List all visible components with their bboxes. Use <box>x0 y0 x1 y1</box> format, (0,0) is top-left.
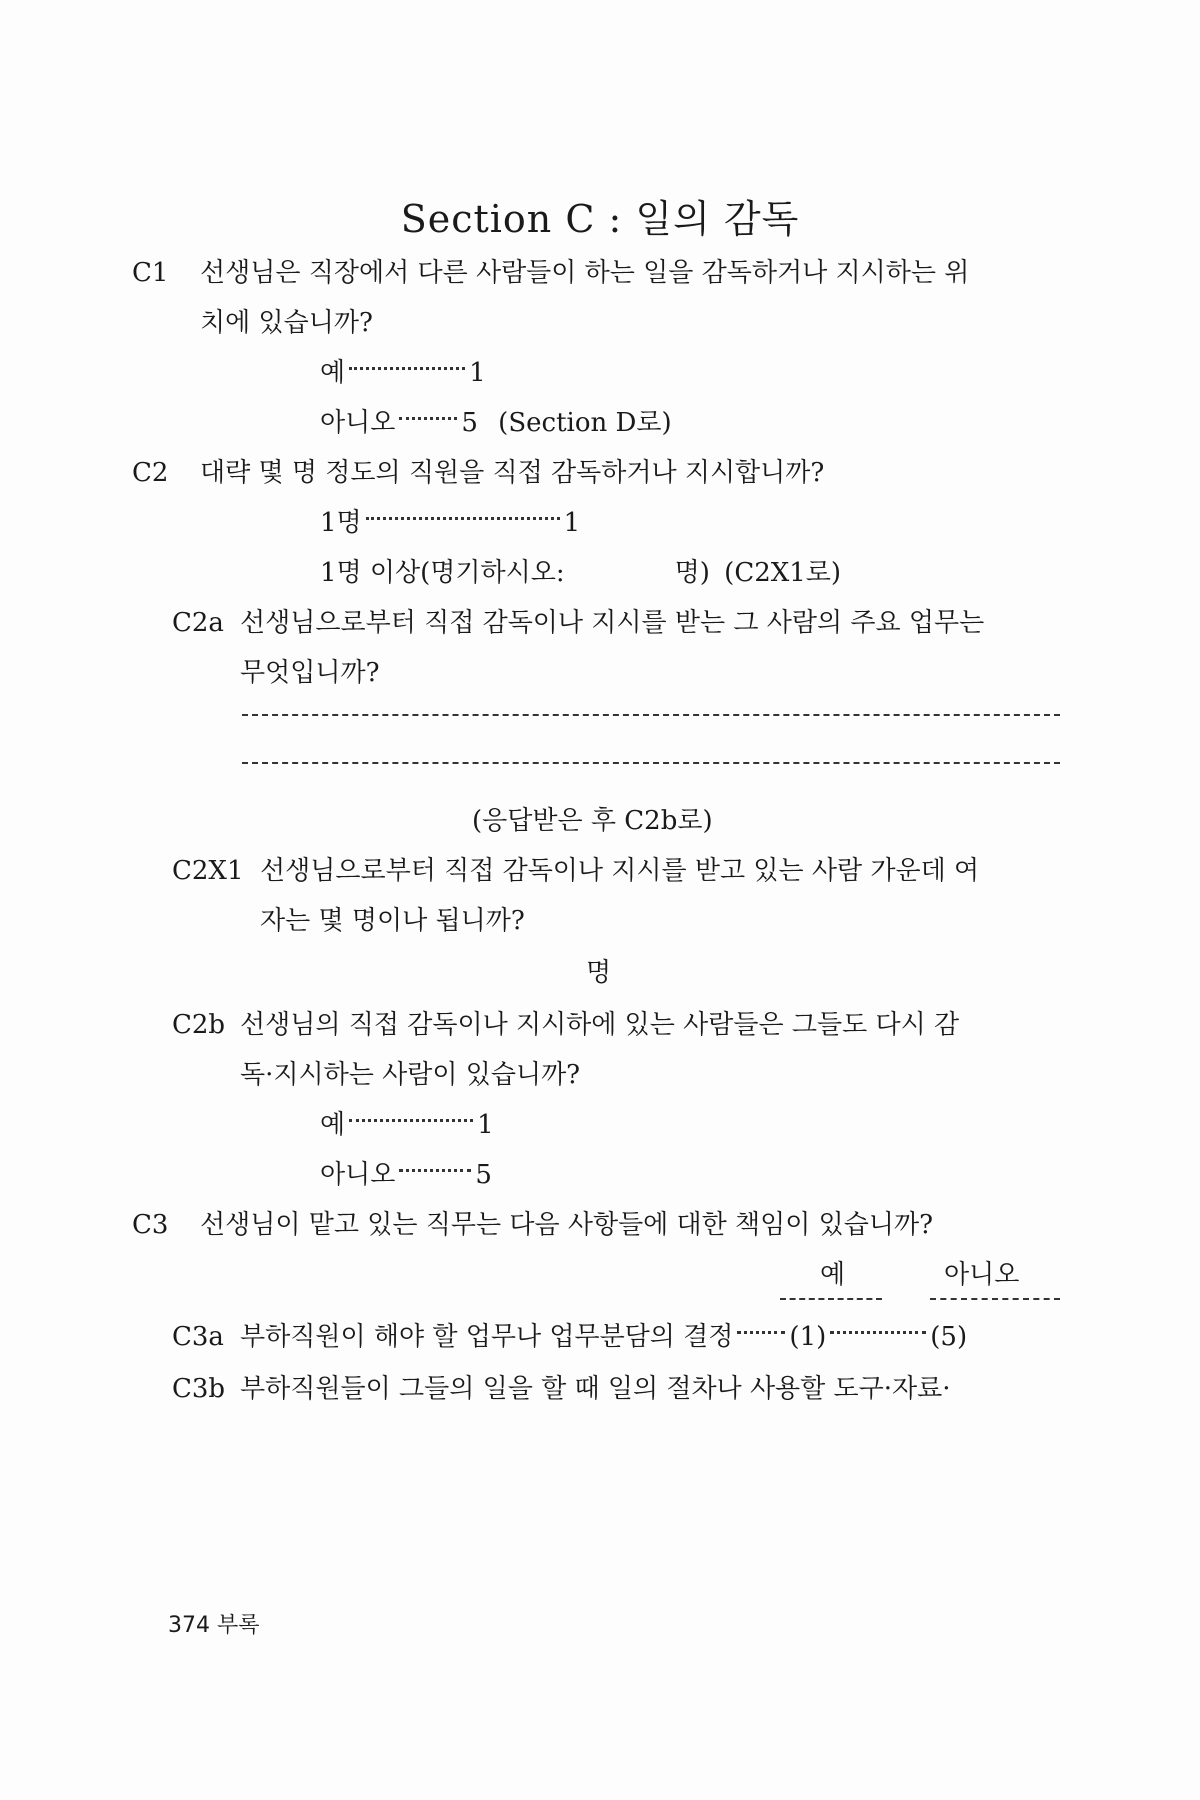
option-label: 아니오 <box>320 1160 396 1190</box>
column-header-yes: 예 <box>820 1260 846 1290</box>
option-label: 예 <box>320 1110 346 1140</box>
question-c2b <box>172 1010 959 1040</box>
question-c2x1-continued <box>260 906 525 936</box>
skip-instruction: (Section D로) <box>498 408 672 438</box>
question-id: C1 <box>132 258 169 288</box>
unit-label: 명) <box>674 558 710 588</box>
question-c2a <box>172 608 984 638</box>
question-text: 부하직원들이 그들의 일을 할 때 일의 절차나 사용할 도구·자료· <box>240 1374 951 1404</box>
question-id: C2a <box>172 608 224 638</box>
code-yes[interactable]: (1) <box>789 1322 827 1352</box>
question-id: C2b <box>172 1010 226 1040</box>
question-c1-continued <box>200 308 373 338</box>
section-title: Section C : 일의 감독 <box>400 197 800 241</box>
code-no[interactable]: (5) <box>930 1322 968 1352</box>
question-id: C3 <box>132 1210 169 1240</box>
question-text: 선생님이 맡고 있는 직무는 다음 사항들에 대한 책임이 있습니까? <box>200 1210 934 1240</box>
question-c3a <box>172 1322 967 1352</box>
question-c2b-continued <box>240 1060 580 1090</box>
leader-dots <box>366 517 560 520</box>
column-rule <box>780 1298 882 1300</box>
option-label: 예 <box>320 358 346 388</box>
question-id: C2X1 <box>172 856 244 886</box>
answer-option-yes <box>320 358 486 388</box>
question-text: 선생님의 직접 감독이나 지시하에 있는 사람들은 그들도 다시 감 <box>240 1010 960 1040</box>
question-c3b <box>172 1374 951 1404</box>
question-text: 치에 있습니까? <box>200 308 373 338</box>
option-label: 1명 이상(명기하시오: <box>320 558 565 588</box>
question-c2x1 <box>172 856 979 886</box>
leader-dots <box>399 1169 471 1172</box>
leader-dots <box>737 1331 785 1334</box>
question-text: 자는 몇 명이나 됩니까? <box>260 906 525 936</box>
question-text: 선생님은 직장에서 다른 사람들이 하는 일을 감독하거나 지시하는 위 <box>200 258 970 288</box>
page-footer: 374 부록 <box>168 1613 260 1638</box>
option-code: 1 <box>469 358 486 388</box>
option-code: 5 <box>475 1160 492 1190</box>
question-text: 부하직원이 해야 할 업무나 업무분담의 결정 <box>240 1322 734 1352</box>
column-rule <box>930 1298 1060 1300</box>
question-c2 <box>132 458 824 488</box>
unit-label: 명 <box>586 958 612 988</box>
question-c3 <box>132 1210 933 1240</box>
question-c1 <box>132 258 969 288</box>
skip-instruction: (C2X1로) <box>724 558 842 588</box>
question-id: C2 <box>132 458 169 488</box>
option-label: 아니오 <box>320 408 396 438</box>
leader-dots <box>349 1119 473 1122</box>
question-text: 대략 몇 명 정도의 직원을 직접 감독하거나 지시합니까? <box>200 458 825 488</box>
question-id: C3a <box>172 1322 224 1352</box>
question-text: 선생님으로부터 직접 감독이나 지시를 받는 그 사람의 주요 업무는 <box>240 608 985 638</box>
option-code: 1 <box>563 508 581 538</box>
question-id: C3b <box>172 1374 226 1404</box>
leader-dots <box>349 367 465 370</box>
answer-option-yes <box>320 1110 494 1140</box>
skip-instruction: (응답받은 후 C2b로) <box>472 806 713 836</box>
question-text: 선생님으로부터 직접 감독이나 지시를 받고 있는 사람 가운데 여 <box>260 856 980 886</box>
option-label: 1명 <box>320 508 362 538</box>
answer-option-no <box>320 408 672 438</box>
option-code: 5 <box>461 408 478 438</box>
question-text: 무엇입니까? <box>240 658 380 688</box>
answer-option-no <box>320 1160 492 1190</box>
answer-option-more <box>320 558 841 588</box>
leader-dots <box>830 1331 926 1334</box>
question-c2a-continued <box>240 658 380 688</box>
question-text: 독·지시하는 사람이 있습니까? <box>240 1060 581 1090</box>
answer-blank-line[interactable] <box>242 762 1060 764</box>
answer-blank-line[interactable] <box>242 714 1060 716</box>
column-header-no: 아니오 <box>944 1260 1020 1290</box>
answer-option-one <box>320 508 580 538</box>
option-code: 1 <box>477 1110 494 1140</box>
leader-dots <box>399 417 457 420</box>
